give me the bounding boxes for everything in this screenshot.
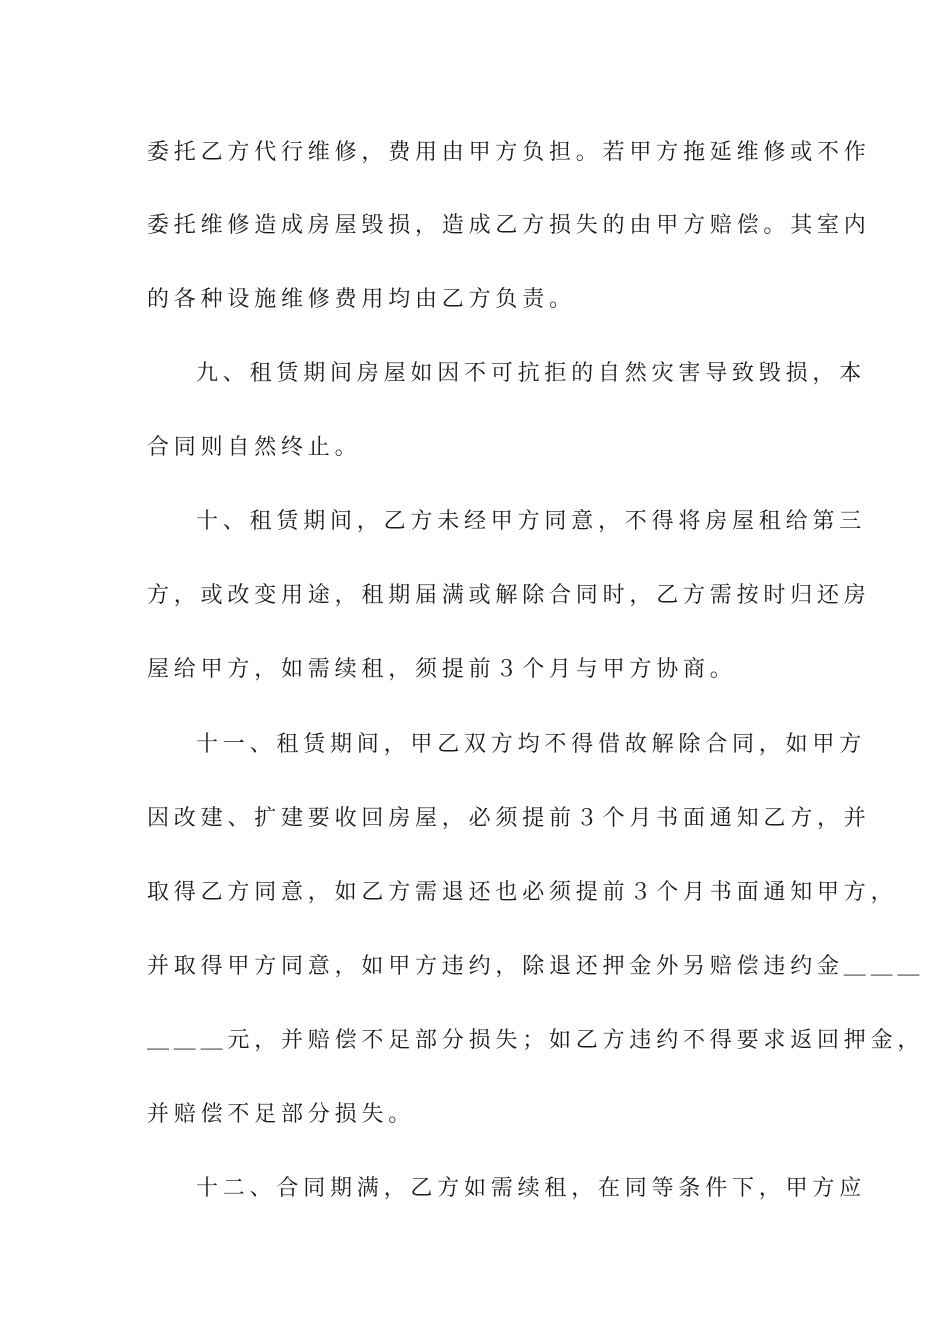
- paragraph-twelve-first-line: 十二、合同期满，乙方如需续租，在同等条件下，甲方应: [196, 1176, 867, 1201]
- text-line: 委托维修造成房屋毁损，造成乙方损失的由甲方赔偿。其室内: [147, 213, 871, 238]
- text-line: 并赔偿不足部分损失。: [147, 1102, 416, 1127]
- paragraph-ten-first-line: 十、租赁期间，乙方未经甲方同意，不得将房屋租给第三: [196, 509, 867, 534]
- text-line: 取得乙方同意，如乙方需退还也必须提前３个月书面通知甲方，: [147, 880, 898, 905]
- text-line: 的各种设施维修费用均由乙方负责。: [147, 287, 576, 312]
- text-line: 合同则自然终止。: [147, 435, 362, 460]
- paragraph-eleven-first-line: 十一、租赁期间，甲乙双方均不得借故解除合同，如甲方: [196, 732, 867, 757]
- text-line: 方，或改变用途，租期届满或解除合同时，乙方需按时归还房: [147, 583, 871, 608]
- text-line: 屋给甲方，如需续租，须提前３个月与甲方协商。: [147, 657, 737, 682]
- text-line: 并取得甲方同意，如甲方违约，除退还押金外另赔偿违约金＿＿＿: [147, 954, 925, 979]
- text-line: 委托乙方代行维修，费用由甲方负担。若甲方拖延维修或不作: [147, 140, 871, 165]
- text-line: 因改建、扩建要收回房屋，必须提前３个月书面通知乙方，并: [147, 806, 871, 831]
- text-line: ＿＿＿元，并赔偿不足部分损失；如乙方违约不得要求返回押金，: [147, 1028, 925, 1053]
- paragraph-nine-first-line: 九、租赁期间房屋如因不可抗拒的自然灾害导致毁损，本: [196, 361, 867, 386]
